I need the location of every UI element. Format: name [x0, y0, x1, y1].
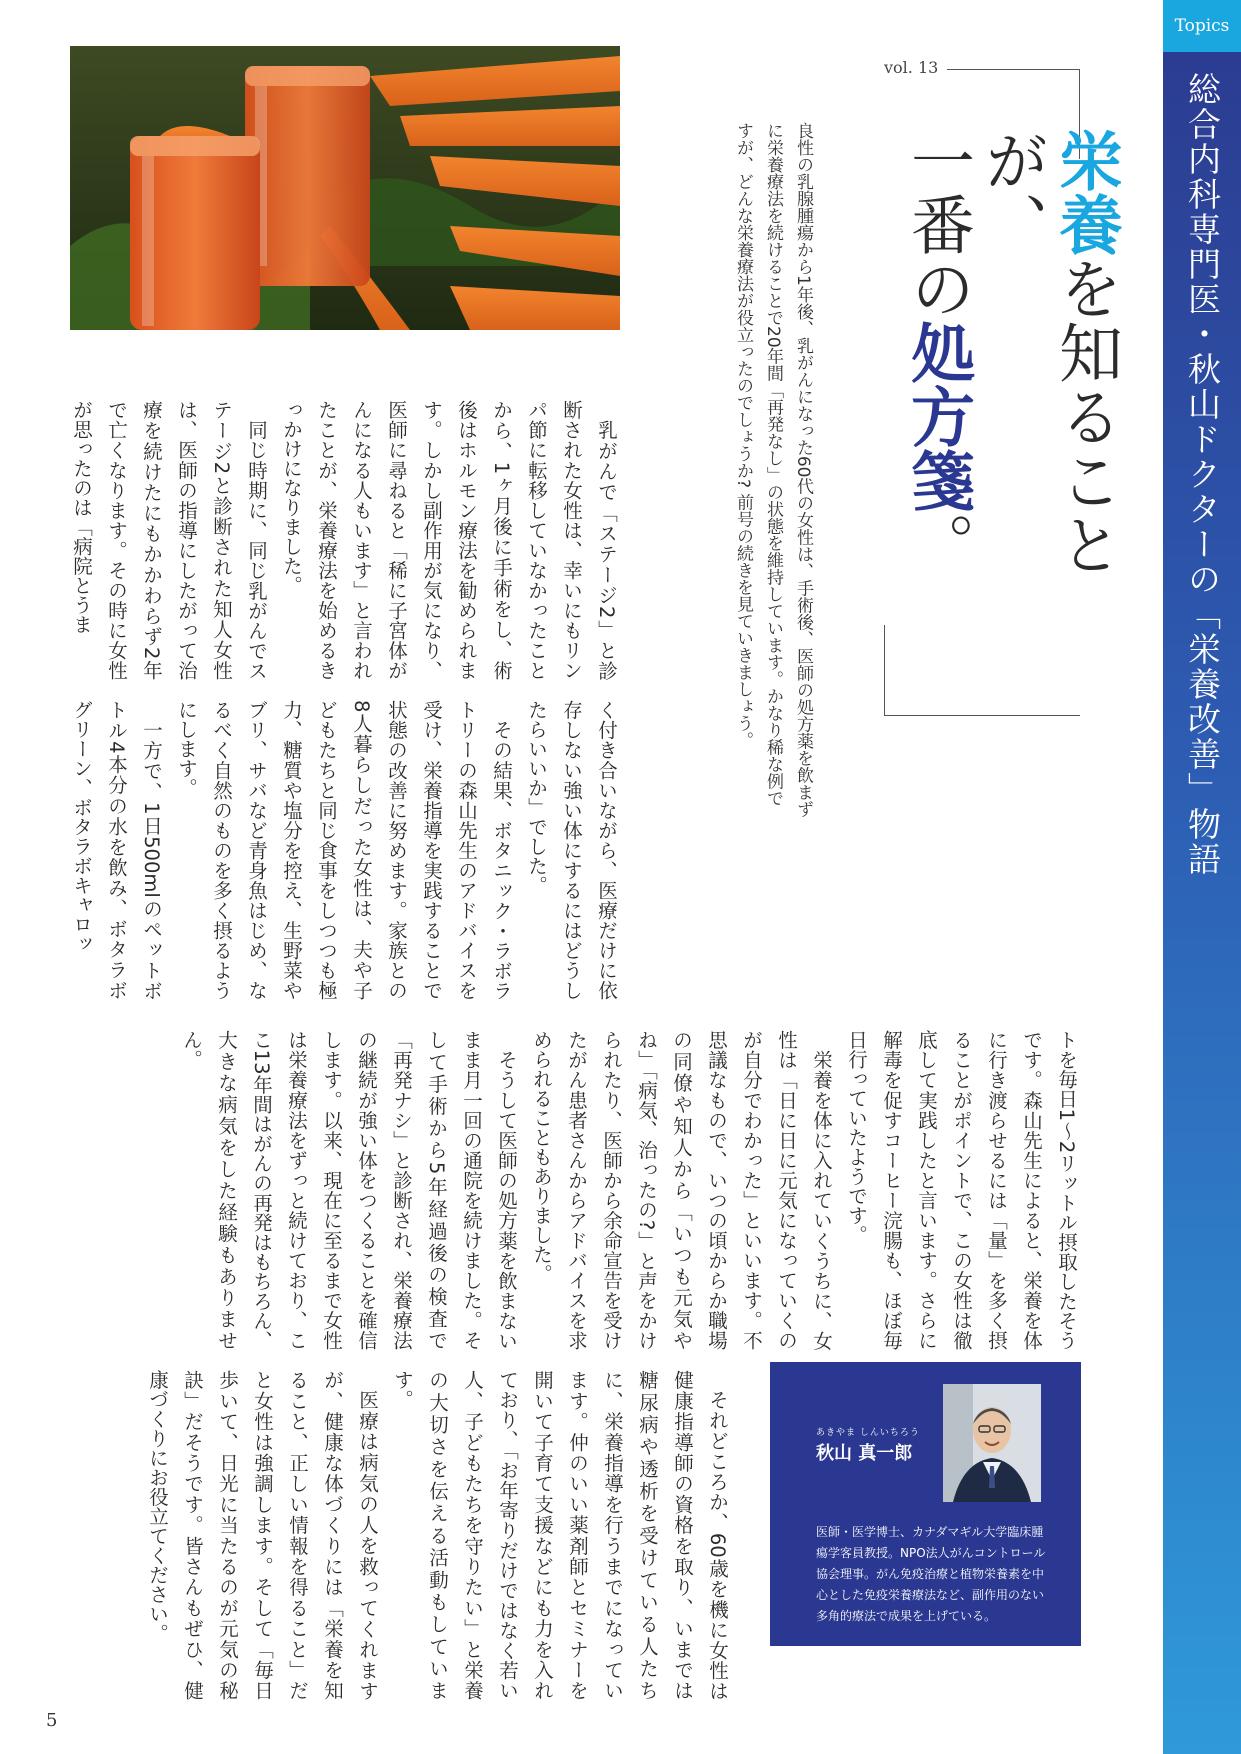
- paragraph: 一方で、1日500mlのペットボトル4本分の水を飲み、ボタラボグリーン、ボタラボキャロッ: [70, 700, 163, 1000]
- body-block-2: [70, 700, 624, 1000]
- volume-label: vol. 13: [884, 58, 939, 77]
- bracket-bottom-horizontal: [884, 715, 1080, 716]
- body-block-3: [64, 1030, 1084, 1350]
- author-portrait-icon: [943, 1384, 1041, 1502]
- paragraph: 乳がんで「ステージ2」と診断された女性は、幸いにもリンパ節に転移していなかったことから、1ヶ月後に手術をし、術後はホルモン療法を勧められます。しかし副作用が気になり、医師に尋ねると「稀に子宮体がんになる人もいます」と言われたことが、栄養療法を始めるきっかけになりました。: [280, 400, 618, 680]
- paragraph: そうして医師の処方薬を飲まないまま月一回の通院を続けました。そして手術から5年経過後の検査で「再発ナシ」と診断され、栄養療法の継続が強い体をつくることを確信します。以来、現在に至るまで女性は栄養療法をずっと続けており、ここ13年間はがんの再発はもちろん、大きな病気をした経験もありません。: [180, 1030, 518, 1350]
- carrot-juice-illustration: [70, 46, 620, 330]
- paragraph: 医療は病気の人を救ってくれますが、健康な体づくりには「栄養を知ること、正しい情報を得ること」だと女性は強調します。そして「毎日歩いて、日光に当たるのが元気の秘訣」だそうです。皆さんもぜひ、健康づくりにお役立てください。: [146, 1370, 379, 1700]
- headline-col2-highlight: 処方箋: [900, 320, 975, 512]
- paragraph: く付き合いながら、医療だけに依存しない強い体にするにはどうしたらいいか」でした。: [525, 700, 618, 1000]
- paragraph: 同じ時期に、同じ乳がんでステージ2と診断された知人女性は、医師の指導にしたがって治療を続けたにもかかわらず2年で亡くなります。その時に女性が思ったのは「病院とうま: [70, 400, 268, 680]
- body-block-1: [64, 400, 624, 680]
- author-name-ruby: あきやま しんいちろう: [816, 1428, 920, 1438]
- author-profile: [770, 1362, 1081, 1646]
- headline-col2-end: 。: [900, 512, 974, 576]
- carrot-juice-photo: [70, 46, 620, 330]
- author-photo: [943, 1384, 1041, 1502]
- headline-col1-rest: を知ることが、: [974, 128, 1122, 576]
- series-title: 総合内科専門医・秋山ドクターの「栄養改善」物語: [1183, 72, 1222, 877]
- lead-paragraph: 良性の乳腺腫瘍から1年後、乳がんになった60代の女性は、手術後、医師の処方薬を飲まずに栄養療法を続けることで20年間「再発なし」の状態を維持しています。かなり稀な例ですが、どんな栄養療法が役立ったのでしょうか? 前号の続きを見ていきましょう。: [733, 122, 813, 818]
- topics-tab: Topics: [1163, 0, 1241, 52]
- bracket-bottom-vertical: [884, 625, 885, 715]
- bracket-top-horizontal: [947, 69, 1079, 70]
- paragraph: 栄養を体に入れていくうちに、女性は「日に日に元気になっていくのが自分でわかった」といいます。不思議なもので、いつの頃からか職場の同僚や知人から「いつも元気やね」「病気、治ったの?」と声をかけられたり、医師から余命宣告を受けたがん患者さんからアドバイスを求められることもありました。: [530, 1030, 833, 1350]
- page-number: 5: [46, 1710, 58, 1731]
- paragraph: トを毎日1〜2リットル摂取したそうです。森山先生によると、栄養を体に行き渡らせるには「量」を多く摂ることがポイントで、この女性は徹底して実践したと言います。さらに解毒を促すコーヒー浣腸も、ほぼ毎日行っていたようです。: [845, 1030, 1078, 1350]
- headline-col2-start: 一番の: [900, 128, 974, 320]
- author-bio: 医師・医学博士、カナダマギル大学臨床腫瘍学客員教授。NPO法人がんコントロール協会理事。がん免疫治療と植物栄養素を中心とした免疫栄養療法など、副作用のない多角的療法で成果を上げている。: [816, 1525, 1046, 1623]
- headline-col1-highlight: 栄養: [1048, 128, 1123, 256]
- author-name: 秋山 真一郎: [816, 1443, 913, 1464]
- paragraph: それどころか、60歳を機に女性は健康指導師の資格を取り、いまでは糖尿病や透析を受けている人たちに、栄養指導を行うまでになっています。仲のいい薬剤師とセミナーを開いて子育て支援などにも力を入れており、「お年寄りだけではなく若い人、子どもたちを守りたい」と栄養の大切さを伝える活動もしています。: [391, 1370, 729, 1701]
- headline: [900, 128, 1122, 668]
- body-block-4: [146, 1370, 735, 1701]
- paragraph: その結果、ボタニック・ラボラトリーの森山先生のアドバイスを受け、栄養指導を実践することで状態の改善に努めます。家族との8人暮らしだった女性は、夫や子どもたちと同じ食事をしつつも極力、糖質や塩分を控え、生野菜やブリ、サバなど青身魚はじめ、なるべく自然のものを多く摂るようにします。: [175, 700, 513, 1000]
